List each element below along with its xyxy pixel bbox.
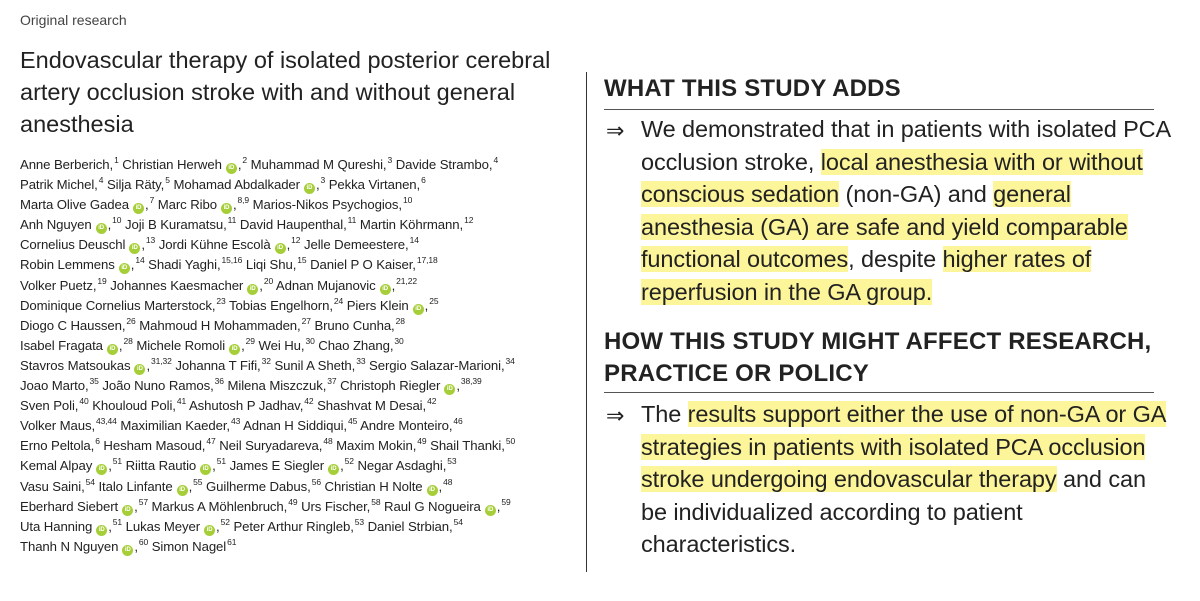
- article-title: Endovascular therapy of isolated posterior cerebral artery occlusion stroke with and without general anesthesia: [20, 47, 551, 137]
- author-name: Hesham Masoud,: [99, 438, 206, 454]
- author-name: ,: [134, 498, 138, 514]
- orcid-icon[interactable]: iD: [427, 485, 438, 496]
- affiliation-superscript: 12: [464, 215, 474, 226]
- author-line: [20, 190, 580, 213]
- author-name: Maxim Mokin,: [332, 438, 417, 454]
- body-text: The: [641, 401, 688, 427]
- affiliation-superscript: 21,22: [396, 275, 417, 286]
- author-line: [20, 391, 580, 414]
- author-name: Ashutosh P Jadhav,: [186, 398, 304, 414]
- author-list: [20, 150, 580, 552]
- author-name: David Haupenthal,: [236, 217, 347, 233]
- how-affect-heading-line2: PRACTICE OR POLICY: [604, 360, 869, 387]
- affiliation-superscript: 59: [501, 496, 511, 507]
- author-name: Neil Suryadareva,: [215, 438, 323, 454]
- author-name: Pekka Virtanen,: [325, 177, 421, 193]
- affiliation-superscript: 5: [165, 175, 170, 186]
- author-name: Khouloud Poli,: [88, 398, 176, 414]
- author-name: Adnan H Siddiqui,: [240, 418, 347, 434]
- affiliation-superscript: 8,9: [237, 195, 250, 206]
- author-name: Daniel Strbian,: [364, 518, 453, 534]
- author-name: Vasu Saini,: [20, 478, 85, 494]
- author-line: [20, 472, 580, 492]
- author-name: Jelle Demeestere,: [300, 237, 409, 253]
- affiliation-superscript: 35: [89, 376, 99, 387]
- affiliation-superscript: 12: [291, 235, 301, 246]
- affiliation-superscript: 54: [453, 516, 463, 527]
- author-name: Joji B Kuramatsu,: [121, 217, 227, 233]
- author-name: ,: [146, 357, 151, 373]
- author-name: ,: [144, 197, 149, 213]
- highlighted-text: results support either the use of non-GA or GA strategies in patients with isolated PCA occlusion stroke undergoing endovascular therapy: [641, 401, 1167, 492]
- affiliation-superscript: 17,18: [416, 255, 438, 266]
- how-affect-text: [641, 398, 1171, 561]
- author-line: [20, 411, 580, 434]
- affiliation-superscript: 14: [135, 255, 145, 266]
- affiliation-superscript: 52: [220, 516, 230, 527]
- affiliation-superscript: 29: [245, 335, 255, 346]
- affiliation-superscript: 15: [297, 255, 307, 266]
- author-name: Liqi Shu,: [242, 257, 297, 273]
- author-name: ,: [456, 378, 460, 394]
- affiliation-superscript: 24: [333, 295, 344, 306]
- affiliation-superscript: 6: [421, 175, 426, 186]
- author-line: [20, 250, 580, 273]
- author-name: Markus A Möhlenbruch,: [147, 498, 288, 514]
- author-line: [20, 331, 580, 351]
- orcid-icon[interactable]: iD: [122, 505, 133, 516]
- author-line: [20, 291, 580, 311]
- author-name: Lukas Meyer: [122, 518, 201, 534]
- orcid-icon[interactable]: iD: [226, 163, 237, 174]
- author-name: ,: [496, 498, 501, 514]
- author-name: ,: [237, 157, 242, 172]
- author-name: Patrik Michel,: [20, 177, 98, 193]
- author-line: [20, 150, 580, 170]
- orcid-icon[interactable]: iD: [328, 464, 339, 475]
- author-name: Jordi Kühne Escolà: [155, 237, 271, 253]
- affiliation-superscript: 4: [98, 175, 104, 186]
- orcid-icon[interactable]: iD: [134, 364, 145, 375]
- author-name: Michele Romoli: [132, 337, 226, 353]
- author-name: Sergio Salazar-Marioni,: [365, 357, 505, 373]
- affiliation-superscript: 32: [261, 355, 271, 366]
- author-line: [20, 170, 580, 193]
- affiliation-superscript: 51: [112, 456, 123, 467]
- author-name: Martin Köhrmann,: [356, 217, 464, 233]
- affiliation-superscript: 61: [227, 536, 237, 547]
- affiliation-superscript: 13: [145, 235, 156, 246]
- affiliation-superscript: 6: [95, 436, 100, 447]
- author-name: Johanna T Fifi,: [171, 357, 261, 373]
- affiliation-superscript: 42: [427, 396, 437, 407]
- highlighted-text: higher rates of reperfusion in the GA group.: [641, 246, 1092, 305]
- body-text: and can be individualized according to patient characteristics.: [641, 466, 1146, 557]
- author-name: ,: [391, 277, 396, 293]
- affiliation-superscript: 46: [453, 416, 463, 427]
- author-name: ,: [108, 518, 112, 534]
- how-affect-bullet-icon: ⇒: [606, 403, 625, 428]
- what-adds-heading: WHAT THIS STUDY ADDS: [604, 75, 901, 102]
- author-name: ,: [424, 297, 429, 313]
- author-name: ,: [232, 197, 237, 213]
- author-line: [20, 351, 580, 371]
- affiliation-superscript: 11: [227, 215, 237, 226]
- orcid-icon[interactable]: iD: [380, 284, 391, 295]
- orcid-icon[interactable]: iD: [96, 525, 107, 536]
- affiliation-superscript: 27: [301, 315, 311, 326]
- author-name: Isabel Fragata: [20, 337, 103, 353]
- author-name: Silja Räty,: [103, 177, 165, 193]
- orcid-icon[interactable]: iD: [122, 545, 133, 556]
- author-name: ,: [108, 458, 112, 474]
- affiliation-superscript: 1: [114, 155, 119, 165]
- affiliation-superscript: 23: [216, 295, 226, 306]
- affiliation-superscript: 33: [356, 355, 366, 366]
- author-name: Wei Hu,: [254, 337, 305, 353]
- highlighted-text: and yield comparable functional outcomes: [641, 213, 1128, 272]
- orcid-icon[interactable]: iD: [133, 203, 144, 214]
- affiliation-superscript: 11: [347, 215, 357, 226]
- orcid-icon[interactable]: iD: [485, 505, 496, 516]
- author-name: Mahmoud H Mohammaden,: [135, 317, 301, 333]
- author-name: Chao Zhang,: [314, 337, 394, 353]
- affiliation-superscript: 55: [193, 476, 203, 487]
- affiliation-superscript: 41: [176, 396, 187, 407]
- author-name: Dominique Cornelius Marterstock,: [20, 297, 216, 313]
- orcid-icon[interactable]: iD: [96, 464, 107, 475]
- author-name: Riitta Rautio: [122, 458, 197, 474]
- author-line: [20, 210, 580, 233]
- author-line: [20, 431, 580, 454]
- affiliation-superscript: 31,32: [151, 355, 172, 366]
- affiliation-superscript: 58: [371, 496, 381, 507]
- affiliation-superscript: 7: [149, 195, 155, 206]
- affiliation-superscript: 53: [354, 516, 365, 527]
- affiliation-superscript: 51: [112, 516, 123, 527]
- what-adds-rule: [604, 109, 1154, 110]
- author-name: Daniel P O Kaiser,: [306, 257, 416, 273]
- author-name: ,: [141, 237, 145, 253]
- author-name: Bruno Cunha,: [310, 317, 395, 333]
- author-name: ,: [340, 458, 344, 474]
- highlighted-text: local anesthesia with or without conscious sedation: [641, 148, 1143, 207]
- author-name: Joao Marto,: [20, 378, 89, 394]
- author-name: ,: [212, 458, 216, 474]
- body-text: We demonstrated that in patients with isolated PCA occlusion stroke,: [641, 116, 1170, 175]
- orcid-icon[interactable]: iD: [119, 263, 130, 274]
- author-name: ,: [216, 518, 220, 534]
- author-name: Shadi Yaghi,: [144, 257, 221, 273]
- author-name: Simon Nagel: [148, 538, 227, 554]
- affiliation-superscript: 4: [493, 155, 499, 165]
- affiliation-superscript: 3: [320, 175, 326, 186]
- affiliation-superscript: 49: [417, 436, 427, 447]
- orcid-icon[interactable]: iD: [229, 344, 240, 355]
- affiliation-superscript: 43,44: [96, 416, 117, 427]
- author-name: Adnan Mujanovic: [273, 277, 376, 293]
- affiliation-superscript: 19: [97, 275, 107, 286]
- author-line: [20, 230, 580, 253]
- what-adds-text: [641, 113, 1171, 308]
- author-name: ,: [134, 538, 138, 554]
- affiliation-superscript: 60: [138, 536, 149, 547]
- author-name: Piers Klein: [343, 297, 409, 313]
- author-name: Davide Strambo,: [392, 157, 493, 172]
- author-name: Johannes Kaesmacher: [106, 277, 244, 293]
- author-name: Erno Peltola,: [20, 438, 95, 454]
- orcid-icon[interactable]: iD: [96, 223, 107, 234]
- author-name: Thanh N Nguyen: [20, 538, 119, 554]
- affiliation-superscript: 48: [443, 476, 453, 487]
- author-name: Guilherme Dabus,: [202, 478, 311, 494]
- affiliation-superscript: 10: [112, 215, 122, 226]
- orcid-icon[interactable]: iD: [413, 304, 424, 315]
- affiliation-superscript: 3: [387, 155, 393, 165]
- affiliation-superscript: 56: [311, 476, 321, 487]
- author-name: Christian Herweh: [118, 157, 222, 172]
- affiliation-superscript: 30: [305, 335, 315, 346]
- orcid-icon[interactable]: iD: [247, 284, 258, 295]
- author-name: Uta Hanning: [20, 518, 93, 534]
- body-text: (non-GA) and: [839, 181, 994, 207]
- affiliation-superscript: 25: [429, 295, 439, 306]
- affiliation-superscript: 15,16: [221, 255, 243, 266]
- author-name: Marta Olive Gadea: [20, 197, 129, 213]
- affiliation-superscript: 28: [123, 335, 133, 346]
- what-adds-bullet-icon: ⇒: [606, 118, 625, 143]
- author-name: João Nuno Ramos,: [98, 378, 214, 394]
- author-name: Stavros Matsoukas: [20, 357, 131, 373]
- author-line: [20, 532, 580, 552]
- affiliation-superscript: 36: [214, 376, 224, 387]
- affiliation-superscript: 47: [206, 436, 216, 447]
- affiliation-superscript: 38,39: [460, 376, 482, 387]
- author-name: Volker Puetz,: [20, 277, 97, 293]
- author-name: Cornelius Deuschl: [20, 237, 126, 253]
- column-divider: [586, 72, 587, 572]
- affiliation-superscript: 53: [447, 456, 457, 467]
- author-name: James E Siegler: [226, 458, 325, 474]
- author-name: Kemal Alpay: [20, 458, 93, 474]
- author-name: ,: [118, 337, 123, 353]
- affiliation-superscript: 48: [323, 436, 333, 447]
- author-name: Anne Berberich,: [20, 157, 114, 172]
- body-text: , despite: [848, 246, 943, 272]
- affiliation-superscript: 43: [231, 416, 241, 427]
- affiliation-superscript: 20: [263, 275, 274, 286]
- author-line: [20, 451, 580, 474]
- author-name: Italo Linfante: [94, 478, 173, 494]
- affiliation-superscript: 26: [126, 315, 136, 326]
- author-name: Diogo C Haussen,: [20, 317, 126, 333]
- author-name: Shail Thanki,: [426, 438, 505, 454]
- affiliation-superscript: 52: [344, 456, 354, 467]
- author-name: Marc Ribo: [154, 197, 217, 213]
- author-name: Peter Arthur Ringleb,: [229, 518, 354, 534]
- affiliation-superscript: 54: [85, 476, 95, 487]
- author-name: Marios-Nikos Psychogios,: [249, 197, 402, 213]
- author-name: Eberhard Siebert: [20, 498, 119, 514]
- orcid-icon[interactable]: iD: [129, 243, 140, 254]
- author-name: Mohamad Abdalkader: [169, 177, 300, 193]
- author-name: Sven Poli,: [20, 398, 79, 414]
- author-name: ,: [315, 177, 320, 193]
- author-name: ,: [188, 478, 193, 494]
- author-name: Negar Asdaghi,: [353, 458, 447, 474]
- author-name: Volker Maus,: [20, 418, 96, 434]
- author-name: Christoph Riegler: [336, 378, 441, 394]
- author-name: ,: [130, 257, 135, 273]
- orcid-icon[interactable]: iD: [204, 525, 215, 536]
- affiliation-superscript: 49: [288, 496, 298, 507]
- orcid-icon[interactable]: iD: [200, 464, 211, 475]
- author-name: ,: [241, 337, 245, 353]
- affiliation-superscript: 51: [216, 456, 226, 467]
- author-name: Christian H Nolte: [320, 478, 423, 494]
- orcid-icon[interactable]: iD: [107, 344, 118, 355]
- author-line: [20, 371, 580, 394]
- orcid-icon[interactable]: iD: [275, 243, 286, 254]
- affiliation-superscript: 50: [505, 436, 516, 447]
- affiliation-superscript: 2: [242, 155, 248, 165]
- author-name: ,: [438, 478, 443, 494]
- affiliation-superscript: 10: [402, 195, 413, 206]
- author-name: Raul G Nogueira: [380, 498, 481, 514]
- affiliation-superscript: 34: [505, 355, 515, 366]
- author-name: Milena Miszczuk,: [223, 378, 327, 394]
- orcid-icon[interactable]: iD: [177, 485, 188, 496]
- orcid-icon[interactable]: iD: [304, 183, 315, 194]
- author-name: Urs Fischer,: [297, 498, 371, 514]
- affiliation-superscript: 14: [409, 235, 419, 246]
- author-name: ,: [286, 237, 291, 253]
- author-line: [20, 311, 580, 331]
- author-name: Sunil A Sheth,: [270, 357, 356, 373]
- author-name: Shashvat M Desai,: [313, 398, 427, 414]
- orcid-icon[interactable]: iD: [221, 203, 232, 214]
- author-name: Robin Lemmens: [20, 257, 115, 273]
- affiliation-superscript: 28: [395, 315, 405, 326]
- orcid-icon[interactable]: iD: [444, 384, 455, 395]
- highlighted-text: general anesthesia (GA) are safe: [641, 181, 1071, 240]
- author-name: Maximilian Kaeder,: [116, 418, 230, 434]
- author-line: [20, 271, 580, 291]
- author-name: Tobias Engelhorn,: [225, 297, 333, 313]
- affiliation-superscript: 40: [79, 396, 89, 407]
- author-name: ,: [259, 277, 263, 293]
- how-affect-rule: [604, 392, 1154, 393]
- affiliation-superscript: 37: [327, 376, 337, 387]
- section-label: Original research: [20, 12, 127, 28]
- author-line: [20, 512, 580, 532]
- affiliation-superscript: 57: [138, 496, 148, 507]
- how-affect-heading-line1: HOW THIS STUDY MIGHT AFFECT RESEARCH,: [604, 328, 1152, 355]
- author-name: Andre Monteiro,: [357, 418, 453, 434]
- affiliation-superscript: 30: [394, 335, 404, 346]
- author-line: [20, 492, 580, 512]
- author-name: Muhammad M Qureshi,: [247, 157, 387, 172]
- affiliation-superscript: 45: [347, 416, 358, 427]
- affiliation-superscript: 42: [304, 396, 314, 407]
- author-name: Anh Nguyen: [20, 217, 92, 233]
- author-name: ,: [107, 217, 112, 233]
